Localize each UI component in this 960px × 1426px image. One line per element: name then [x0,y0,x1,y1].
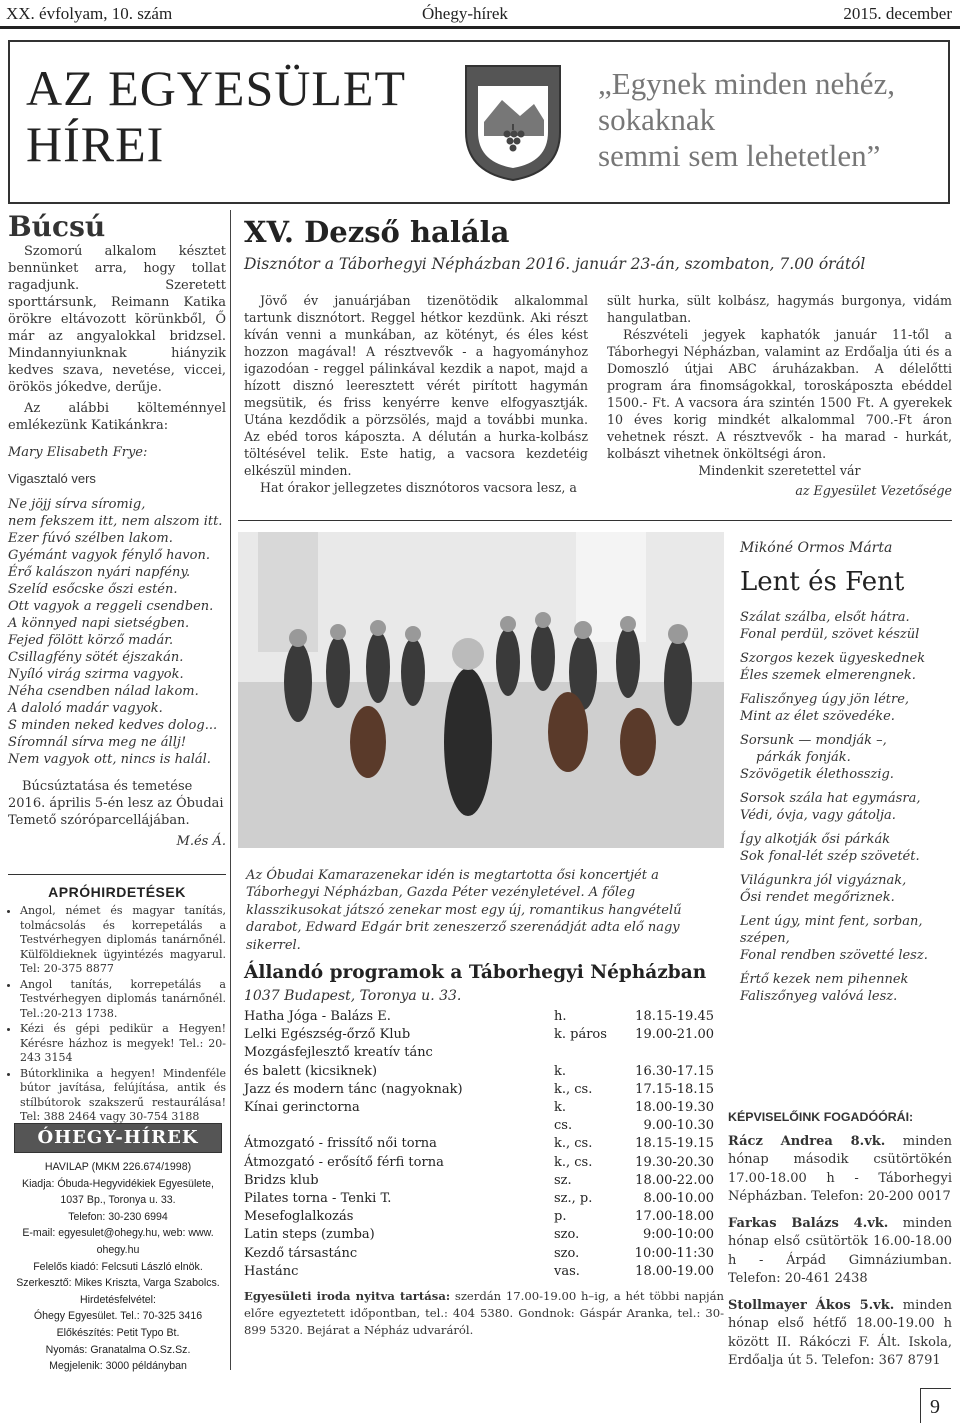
program-name: Átmozgató - erősítő férfi torna [244,1154,444,1170]
poem-line: Sok fonal-lét szép szövetét. [740,849,920,864]
office-hours-label: Egyesületi iroda nyitva tartása: [244,1289,451,1304]
motto-line1: „Egynek minden nehéz, [598,66,895,101]
program-time: 18.00-19.00 [635,1263,714,1279]
poem-author: Mary Elisabeth Frye: [8,445,148,460]
program-day: p. [554,1209,567,1225]
program-day: vas. [554,1263,580,1279]
program-name: Átmozgató - frissítő női torna [244,1136,437,1152]
program-name: Pilates torna - Tenki T. [244,1191,392,1207]
farewell-heading: Búcsú [8,210,106,243]
program-day: cs. [554,1118,573,1134]
poem-line: Világunkra jól vigyáznak, [740,873,907,888]
classified-item: • Angol, német és magyar tanítás, tolmácsolás és korrepetálás a Testvérhegyen diplomás tanárnőnél. Külföldieknek ügyintézés magyarul. Tel: 20-375 8877 [20,904,226,977]
program-day: sz. [554,1172,572,1188]
poem-line: Ott vagyok a reggeli csendben. [8,599,214,614]
article-heading: XV. Dezső halála [244,215,510,249]
poem-body [740,609,952,1005]
poem-line: Így alkotják ősi párkák [740,832,891,847]
poem-stanza [740,609,952,643]
program-row [244,1263,714,1281]
masthead-title [26,60,406,172]
imprint-email-line: E-mail: egyesulet@ohegy.hu, web: www. [22,1227,214,1240]
imprint-line: Megjelenik: 3000 példányban [49,1360,187,1373]
poem-author: Mikóné Ormos Márta [740,540,893,556]
program-name: Kínai gerinctorna [244,1100,360,1116]
imprint-banner: ÓHEGY-HÍREK [14,1123,222,1153]
poem-line: Faliszőnyeg valóvá lesz. [740,989,898,1004]
classified-item: • Bútorklinika a hegyen! Mindenféle bútor javítása, felújítása, antik és stílbútorok szakszerű restaurálása! Tel: 388 2464 vagy 30-754 3188 [20,1067,226,1125]
program-time: 19.00-21.00 [635,1027,714,1043]
imprint-details [14,1159,222,1375]
program-row [244,1044,714,1062]
program-name: Jazz és modern tánc (nagyoknak) [244,1081,463,1097]
farewell-intro: Az alábbi költeménnyel emlékezünk Katikánkra: [8,401,226,433]
article-paragraph: sült hurka, sült kolbász, hagymás burgonya, vidám hangulatban. [607,293,952,325]
representatives [728,1108,952,1371]
divider [8,874,226,875]
poem-line: Lent úgy, mint fent, sorban, szépen, [740,914,923,946]
imprint-line: Felelős kiadó: Felcsuti László elnök. [33,1260,203,1273]
imprint-line: 1037 Bp., Toronya u. 33. [60,1194,176,1207]
program-day: k. [554,1100,567,1116]
poem-line: Szelíd esőcske őszi estén. [8,582,178,597]
poem-line: Érő kalászon nyári napfény. [8,565,191,580]
representative-name: Farkas Balázs 4.vk. [728,1215,889,1231]
farewell-signature: M.és Á. [176,834,226,849]
program-name: Hatha Jóga - Balázs E. [244,1009,391,1024]
program-time: 17.00-18.00 [635,1209,714,1225]
publication-name: Óhegy-hírek [422,4,508,23]
program-day: k., cs. [554,1136,593,1152]
program-name: Lelki Egészség-őrző Klub [244,1027,411,1043]
poem-stanza [740,790,952,824]
poem-line: Mint az élet szövedéke. [740,709,895,724]
program-day: k. [554,1063,567,1079]
poem-section [740,540,952,1012]
program-day: sz., p. [554,1191,593,1207]
poem-line: Fejed fölött körző madár. [8,633,174,648]
poem-line: Védi, óvja, vagy gátolja. [740,808,896,823]
program-day: h. [554,1009,567,1024]
program-time: 9:00-10:00 [642,1227,714,1243]
program-row [244,1190,714,1208]
poem-stanza [740,872,952,906]
poem-line: nem fekszem itt, nem alszom itt. [8,514,223,529]
representative-entry [728,1297,952,1371]
program-name: Latin steps (zumba) [244,1227,375,1243]
poem-line: Néha csendben nálad lakom. [8,684,199,699]
poem-line: Ősi rendet megőriznek. [740,890,895,905]
program-name [244,1117,554,1135]
program-row [244,1135,714,1153]
poem-line: Ezer fúvó szélben lakom. [8,531,173,546]
program-time: 9.00-10.30 [643,1118,714,1134]
program-day [554,1044,628,1062]
program-name: Bridzs klub [244,1172,319,1188]
representative-entry [728,1133,952,1207]
program-time: 18.00-22.00 [635,1172,714,1188]
article-invitation: Mindenkit szeretettel vár [698,463,861,478]
program-row [244,1063,714,1081]
program-row [244,1172,714,1190]
program-row [244,1117,714,1135]
program-row [244,1008,714,1026]
article-paragraph: Hat órakor jellegzetes disznótoros vacsora lesz, a [260,480,577,495]
poem-line: Sorsunk — mondják –, [740,733,887,748]
poem-line: Szálat szálba, elsőt hátra. [740,610,910,625]
representatives-heading: KÉPVISELŐINK FOGADÓÓRÁI: [728,1110,914,1124]
poem-stanza [740,650,952,684]
article-signature: az Egyesület Vezetősége [795,483,952,498]
program-time: 19.30-20.30 [635,1154,714,1170]
poem-line: Csillagfény sötét éjszakán. [8,650,184,665]
poem-stanza [740,732,952,783]
program-row [244,1226,714,1244]
imprint-line: Előkészítés: Petit Typo Bt. [56,1326,180,1339]
page-number: 9 [930,1396,940,1418]
column-rule [230,210,231,1370]
poem-title: Vigasztaló vers [8,471,96,486]
poem-line: Fonal rendben szövetté lesz. [740,948,928,963]
poem-line: Értő kezek nem pihennek [740,972,909,987]
poem-line: Nyíló virág szirma vagyok. [8,667,184,682]
imprint-line: Nyomás: Granatalma O.Sz.Sz. [45,1343,191,1356]
program-day: szo. [554,1227,580,1243]
poem-line: Fonal perdül, szövet készül [740,627,920,642]
running-header [0,0,960,29]
poem-stanza [740,691,952,725]
representative-name: Stollmayer Ákos 5.vk. [728,1297,895,1313]
office-hours-text: szerdán 17.00-19.00 h–ig, a hét többi napján előre egyeztetett időpontban, tel.: 404 5380. Gondnok: Gáspár Aranka, tel.: 30-899 5320. Bejárat a Népház udvaráról. [244,1289,724,1338]
program-row [244,1081,714,1099]
masthead-box [8,40,950,204]
poem-line: Szövögetik élethosszig. [740,767,894,782]
representative-entry [728,1215,952,1289]
poem-line: Nem vagyok ott, nincs is halál. [8,752,211,767]
program-name: Mozgásfejlesztő kreatív tánc [244,1045,433,1061]
programs-heading: Állandó programok a Táborhegyi Népházban [244,962,707,983]
poem-line: Gyémánt vagyok fénylő havon. [8,548,210,563]
program-time: 18.15-19.45 [635,1009,714,1024]
divider [238,520,952,521]
program-row [244,1245,714,1263]
photo-caption: Az Óbudai Kamarazenekar idén is megtartotta ősi koncertjét a Táborhegyi Népházban, Gazda Péter vezényletével. A főleg klasszikusokat játszó zenekar most egy új, romantikus hangvételű darabot, Edward Edgár brit zeneszerző szerenádját adta elő nagy sikerrel. [246,868,682,953]
program-row [244,1154,714,1172]
program-time: 18.00-19.30 [635,1100,714,1116]
article-subheading: Disznótor a Táborhegyi Népházban 2016. január 23-án, szombaton, 7.00 órától [244,255,866,273]
program-day: k. páros [554,1027,607,1043]
program-day: k., cs. [554,1154,593,1170]
poem-stanza [740,913,952,964]
representative-name: Rácz Andrea 8.vk. [728,1133,886,1149]
imprint-line: HAVILAP (MKM 226.674/1998) [44,1161,192,1173]
issue-info: XX. évfolyam, 10. szám [6,4,173,23]
orchestra-illustration [238,532,724,848]
poem-line: Éles szemek elmerengnek. [740,668,916,683]
funeral-info: Búcsúztatása és temetése 2016. április 5-én lesz az Óbudai Temető szóróparcellájában. [8,779,224,828]
poem-stanza [740,831,952,865]
program-row [244,1026,714,1044]
program-name: és balett (kicsiknek) [244,1063,378,1079]
poem-body [8,496,226,768]
imprint-line: Kiadja: Óbuda-Hegyvidékiek Egyesülete, [22,1177,214,1190]
motto-line2: sokaknak [598,102,716,137]
farewell-text: Szomorú alkalom késztet bennünket arra, hogy tollat ragadjunk. Szeretett sporttársunk, Reimann Katika örökre eltávozott körünkből, Ő már az angyalokkal bridzsel. Mindannyiunknak hiányzik kedves szava, nevetése, viccei, örökös jókedve, derűje. [8,244,226,395]
classifieds [8,884,226,1126]
program-name: Hastánc [244,1263,299,1279]
article-column-1 [244,292,588,496]
orchestra-photo [238,532,724,848]
poem-title: Lent és Fent [740,567,905,597]
imprint [14,1123,222,1375]
poem-line: S minden neked kedves dolog... [8,718,218,733]
program-time [628,1044,714,1062]
article-column-2 [607,292,952,499]
poem-line: Sorsok szála hat egymásra, [740,791,921,806]
poem-line: A daloló madár vagyok. [8,701,163,716]
program-time: 10:00-11:30 [634,1245,714,1261]
classifieds-list [8,904,226,1125]
program-name: Kezdő társastánc [244,1245,358,1261]
program-day: szo. [554,1245,580,1261]
program-day: k., cs. [554,1081,593,1097]
poem-stanza [740,971,952,1005]
representative-hours: minden hónap első hétfő 18.00-19.00 h között II. Rákóczi F. Ált. Iskola, Erdőalja út 5. Telefon: 367 8791 [728,1297,952,1368]
program-time: 16.30-17.15 [635,1063,714,1079]
classified-item: • Kézi és gépi pedikür a Hegyen! Kérésre házhoz is megyek! Tel.: 20-243 3154 [20,1022,226,1066]
program-time: 8.00-10.00 [643,1191,714,1207]
pig-feast-article [244,215,952,273]
classifieds-heading: APRÓHIRDETÉSEK [48,884,186,900]
motto-line3: semmi sem lehetetlen” [598,138,881,173]
poem-line: Síromnál sírva meg ne állj! [8,735,187,750]
programs-table [244,1008,714,1281]
program-time: 18.15-19.15 [635,1136,714,1152]
program-time: 17.15-18.15 [635,1081,714,1097]
programs-address: 1037 Budapest, Toronya u. 33. [244,988,462,1004]
representative-hours: minden hónap második csütörtökén 17.00-18.00 h - Táborhegyi Népházban. Telefon: 20-200 0017 [728,1133,952,1204]
poem-line: Faliszőnyeg úgy jön létre, [740,692,910,707]
programs-section [244,962,724,1339]
farewell-article [8,210,226,850]
imprint-line: Hirdetésfelvétel: [80,1293,156,1306]
program-name: Mesefoglalkozás [244,1209,354,1225]
motto-quote [598,66,895,174]
program-row [244,1099,714,1117]
masthead-title-line1: AZ EGYESÜLET [26,60,406,116]
poem-line: Szorgos kezek ügyeskednek [740,651,926,666]
representative-hours: minden hónap első csütörtök 16.00-18.00 h - Árpád Gimnáziumban. Telefon: 20-461 2438 [728,1215,952,1286]
imprint-line: Óhegy Egyesület. Tel.: 70-325 3416 [33,1310,203,1323]
classified-item: • Angol tanítás, korrepetálás a Testvérhegyen diplomás tanárnőnél. Tel.:20-213 1738. [20,978,226,1022]
program-row [244,1208,714,1226]
issue-date: 2015. december [843,4,952,23]
imprint-line: Telefon: 30-230 6994 [68,1210,168,1223]
masthead-title-line2: HÍREI [26,116,165,172]
article-paragraph: Jövő év januárjában tizenötödik alkalommal tartunk disznótort. Reggel hétkor kezdünk. Aki részt kíván venni a munkában, az kötényt, és éles kést hozzon magával! A résztvevők - a hagyományhoz igazodóan - reggel pálinkával kezdik a napot, majd a hízott disznó leeresztett vérét pirított hagymán megsütik, és friss kenyérre kenve elfogyasztják. Utána kezdődik a pörzsölés, majd a további munka. Az ebéd toros káposzta. A délután a hurka-kolbász töltésével telik. Este hatig, a vacsora kezdetéig elkészül minden. [244,293,588,478]
poem-line: párkák fonják. [756,750,851,765]
poem-line: A könnyed napi sietségben. [8,616,190,631]
imprint-web-line: ohegy.hu [96,1243,140,1256]
poem-line: Ne jöjj sírva síromig, [8,497,146,512]
office-hours [244,1288,724,1339]
imprint-line: Szerkesztő: Mikes Kriszta, Varga Szabolcs. [16,1277,220,1290]
association-logo [462,62,564,182]
article-paragraph: Részvételi jegyek kaphatók január 11-től a Táborhegyi Népházban, valamint az Erdőalja úti és a Domoszló útjai ABC áruházakban. A délelőtti program ára finomságokkal, toroskáposzta ebéddel 1500.- Ft. A vacsora ára szintén 1500 Ft. A gyerekek 10 éves korig mindkét alkalommal 700.-Ft áron vehetnek részt. A résztvevők - ha marad - hurkát, kolbászt vihetnek önköltségi áron. [607,327,952,461]
